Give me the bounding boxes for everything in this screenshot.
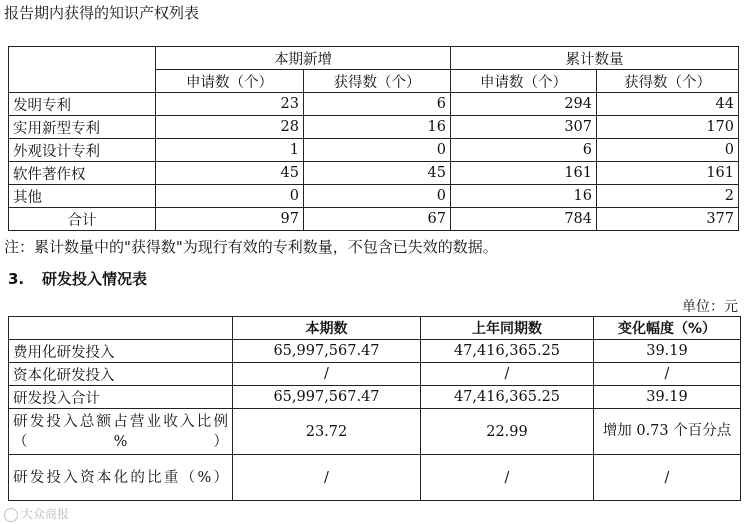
table-row — [9, 139, 739, 162]
section-title: 研发投入情况表 — [42, 270, 148, 288]
cell: 22.99 — [421, 409, 594, 455]
table-row — [9, 185, 739, 208]
cell: / — [594, 363, 741, 386]
rd-section-heading — [8, 268, 147, 289]
cell: 6 — [451, 139, 597, 162]
cell: 0 — [304, 185, 451, 208]
cell: 97 — [156, 208, 304, 231]
cell: 65,997,567.47 — [233, 340, 421, 363]
ip-group-new: 本期新增 — [156, 47, 451, 70]
table-row-total — [9, 208, 739, 231]
section-number: 3. — [8, 270, 25, 288]
cell: 377 — [597, 208, 739, 231]
watermark — [4, 505, 69, 522]
cell: 0 — [304, 139, 451, 162]
cell: 784 — [451, 208, 597, 231]
rd-col-prior: 上年同期数 — [421, 317, 594, 340]
rd-col-change: 变化幅度（%） — [594, 317, 741, 340]
cell: 23.72 — [233, 409, 421, 455]
rd-col-current: 本期数 — [233, 317, 421, 340]
ip-table — [8, 46, 739, 231]
watermark-logo-icon — [4, 508, 18, 522]
table-row — [9, 340, 741, 363]
table-row — [9, 455, 741, 501]
cell: / — [421, 363, 594, 386]
row-label: 研发投入总额占营业收入比例（%） — [9, 409, 233, 455]
unit-label: 单位：元 — [682, 299, 738, 315]
table-row — [9, 363, 741, 386]
row-label: 外观设计专利 — [9, 139, 156, 162]
cell: / — [594, 455, 741, 501]
row-label: 研发投入资本化的比重（%） — [9, 455, 233, 501]
ip-header-blank — [9, 47, 156, 93]
cell: 39.19 — [594, 340, 741, 363]
table-row — [9, 409, 741, 455]
row-label: 研发投入合计 — [9, 386, 233, 409]
cell: 0 — [597, 139, 739, 162]
row-label: 费用化研发投入 — [9, 340, 233, 363]
cell: 170 — [597, 116, 739, 139]
cell: / — [421, 455, 594, 501]
cell: 23 — [156, 93, 304, 116]
cell: 65,997,567.47 — [233, 386, 421, 409]
cell: 45 — [156, 162, 304, 185]
row-label: 合计 — [9, 208, 156, 231]
ip-col-apply-total: 申请数（个） — [451, 70, 597, 93]
row-label: 软件著作权 — [9, 162, 156, 185]
ip-col-apply-new: 申请数（个） — [156, 70, 304, 93]
ip-col-granted-new: 获得数（个） — [304, 70, 451, 93]
rd-table — [8, 316, 741, 501]
cell: / — [233, 455, 421, 501]
row-label: 实用新型专利 — [9, 116, 156, 139]
ip-group-total: 累计数量 — [451, 47, 739, 70]
cell: 39.19 — [594, 386, 741, 409]
cell: 增加 0.73 个百分点 — [594, 409, 741, 455]
cell: / — [233, 363, 421, 386]
cell: 2 — [597, 185, 739, 208]
cell: 47,416,365.25 — [421, 386, 594, 409]
rd-header-row — [9, 317, 741, 340]
cell: 294 — [451, 93, 597, 116]
rd-header-blank — [9, 317, 233, 340]
table-row — [9, 116, 739, 139]
table-row — [9, 162, 739, 185]
cell: 307 — [451, 116, 597, 139]
ip-table-title: 报告期内获得的知识产权列表 — [4, 4, 200, 22]
watermark-text: 大众商报 — [21, 507, 70, 521]
cell: 161 — [597, 162, 739, 185]
ip-col-granted-total: 获得数（个） — [597, 70, 739, 93]
cell: 44 — [597, 93, 739, 116]
row-label: 其他 — [9, 185, 156, 208]
cell: 0 — [156, 185, 304, 208]
cell: 161 — [451, 162, 597, 185]
cell: 16 — [304, 116, 451, 139]
cell: 16 — [451, 185, 597, 208]
cell: 1 — [156, 139, 304, 162]
ip-note: 注：累计数量中的"获得数"为现行有效的专利数量，不包含已失效的数据。 — [4, 238, 498, 256]
row-label: 发明专利 — [9, 93, 156, 116]
table-row — [9, 93, 739, 116]
cell: 28 — [156, 116, 304, 139]
cell: 45 — [304, 162, 451, 185]
cell: 6 — [304, 93, 451, 116]
table-row — [9, 386, 741, 409]
cell: 47,416,365.25 — [421, 340, 594, 363]
row-label: 资本化研发投入 — [9, 363, 233, 386]
cell: 67 — [304, 208, 451, 231]
ip-header-row-1 — [9, 47, 739, 70]
